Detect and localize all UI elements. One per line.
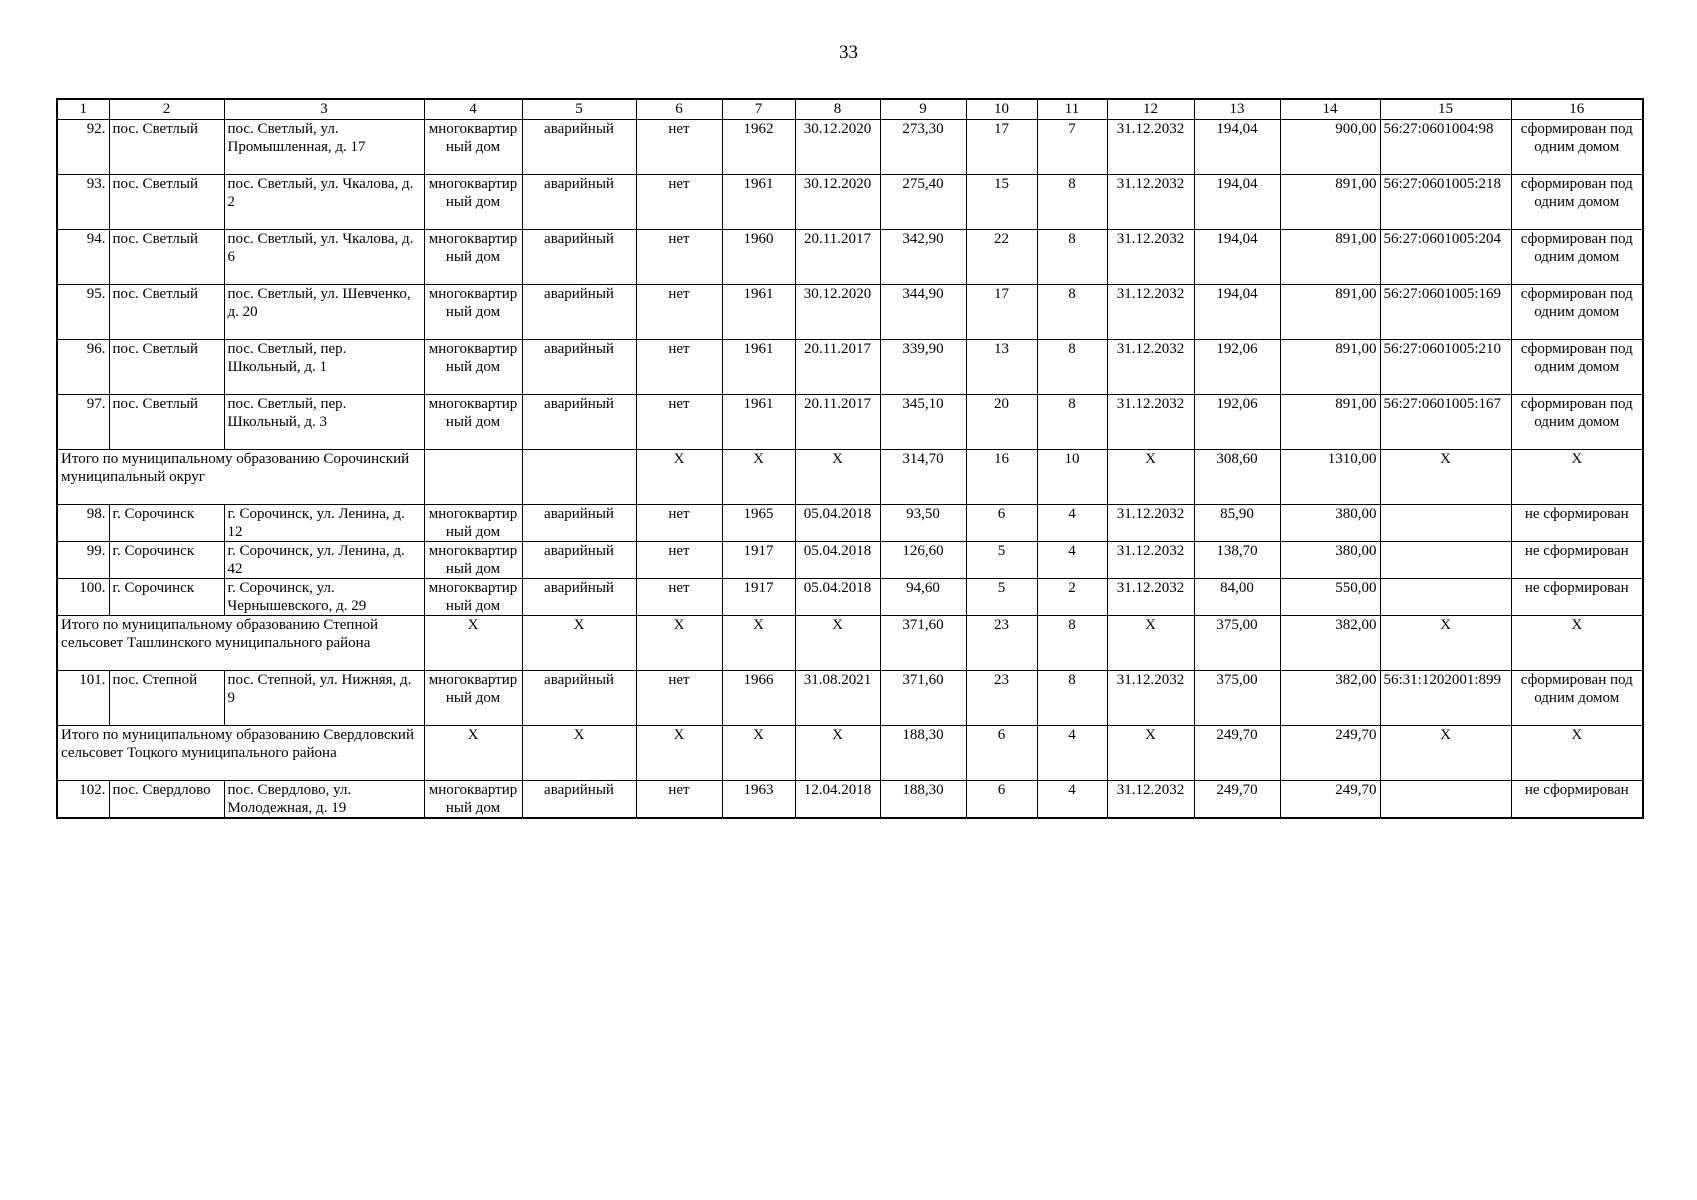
cell-deadline: 31.12.2032: [1107, 781, 1194, 819]
cell-building-type: многоквартирный дом: [424, 579, 522, 616]
cell-apartments: 8: [1037, 175, 1107, 230]
cell-row-number: 99.: [57, 542, 109, 579]
cell-build-year: 1961: [722, 285, 795, 340]
cell-cost: 900,00: [1280, 120, 1380, 175]
cell-row-number: 102.: [57, 781, 109, 819]
cell-building-type: многоквартирный дом: [424, 671, 522, 726]
cell-row-number: 96.: [57, 340, 109, 395]
cell-deadline: 31.12.2032: [1107, 395, 1194, 450]
total-cost: 249,70: [1280, 726, 1380, 781]
total-area-resettle: 308,60: [1194, 450, 1280, 505]
total-apartments: 8: [1037, 616, 1107, 671]
cell-land-status: сформирован под одним домом: [1511, 175, 1643, 230]
cell-cost: 380,00: [1280, 505, 1380, 542]
cell-condition: аварийный: [522, 671, 636, 726]
cell-cadastral-number: [1380, 542, 1511, 579]
total-cadastral-number: X: [1380, 450, 1511, 505]
header-cell-10: 10: [966, 99, 1037, 120]
cell-flag: нет: [636, 579, 722, 616]
cell-land-status: не сформирован: [1511, 579, 1643, 616]
cell-condition: аварийный: [522, 230, 636, 285]
cell-apartments: 8: [1037, 671, 1107, 726]
total-cadastral-number: X: [1380, 616, 1511, 671]
total-build-year: X: [722, 616, 795, 671]
total-row: [57, 726, 1643, 781]
cell-condition: аварийный: [522, 781, 636, 819]
cell-area-resettle: 194,04: [1194, 120, 1280, 175]
cell-area-resettle: 192,06: [1194, 395, 1280, 450]
total-area-resettle: 249,70: [1194, 726, 1280, 781]
cell-flag: нет: [636, 395, 722, 450]
cell-cadastral-number: 56:27:0601004:98: [1380, 120, 1511, 175]
cell-residents: 6: [966, 505, 1037, 542]
cell-apartments: 8: [1037, 395, 1107, 450]
cell-area: 94,60: [880, 579, 966, 616]
cell-cadastral-number: 56:27:0601005:204: [1380, 230, 1511, 285]
cell-area-resettle: 375,00: [1194, 671, 1280, 726]
cell-address: пос. Светлый, пер. Школьный, д. 3: [224, 395, 424, 450]
cell-condition: аварийный: [522, 175, 636, 230]
cell-row-number: 98.: [57, 505, 109, 542]
cell-area: 371,60: [880, 671, 966, 726]
header-cell-6: 6: [636, 99, 722, 120]
cell-building-type: многоквартирный дом: [424, 340, 522, 395]
cell-build-year: 1966: [722, 671, 795, 726]
table-row: [57, 120, 1643, 175]
header-cell-11: 11: [1037, 99, 1107, 120]
cell-flag: нет: [636, 671, 722, 726]
cell-build-year: 1917: [722, 579, 795, 616]
cell-area: 273,30: [880, 120, 966, 175]
cell-recognition-date: 20.11.2017: [795, 230, 880, 285]
header-cell-12: 12: [1107, 99, 1194, 120]
total-flag: X: [636, 616, 722, 671]
cell-row-number: 94.: [57, 230, 109, 285]
cell-settlement: пос. Светлый: [109, 175, 224, 230]
cell-row-number: 101.: [57, 671, 109, 726]
cell-row-number: 95.: [57, 285, 109, 340]
cell-building-type: многоквартирный дом: [424, 395, 522, 450]
total-deadline: X: [1107, 450, 1194, 505]
total-building-type: [424, 450, 522, 505]
cell-residents: 17: [966, 285, 1037, 340]
cell-cadastral-number: [1380, 579, 1511, 616]
cell-flag: нет: [636, 781, 722, 819]
cell-cadastral-number: 56:27:0601005:218: [1380, 175, 1511, 230]
cell-settlement: г. Сорочинск: [109, 542, 224, 579]
cell-area-resettle: 84,00: [1194, 579, 1280, 616]
cell-land-status: сформирован под одним домом: [1511, 120, 1643, 175]
header-cell-15: 15: [1380, 99, 1511, 120]
total-apartments: 10: [1037, 450, 1107, 505]
cell-address: г. Сорочинск, ул. Ленина, д. 12: [224, 505, 424, 542]
cell-build-year: 1961: [722, 395, 795, 450]
cell-deadline: 31.12.2032: [1107, 671, 1194, 726]
cell-cadastral-number: [1380, 781, 1511, 819]
cell-condition: аварийный: [522, 395, 636, 450]
cell-area: 93,50: [880, 505, 966, 542]
cell-recognition-date: 30.12.2020: [795, 175, 880, 230]
total-area: 314,70: [880, 450, 966, 505]
header-cell-7: 7: [722, 99, 795, 120]
header-cell-9: 9: [880, 99, 966, 120]
header-cell-13: 13: [1194, 99, 1280, 120]
cell-building-type: многоквартирный дом: [424, 505, 522, 542]
cell-build-year: 1960: [722, 230, 795, 285]
housing-table: [56, 98, 1644, 819]
cell-residents: 5: [966, 542, 1037, 579]
cell-settlement: пос. Светлый: [109, 395, 224, 450]
cell-cadastral-number: 56:27:0601005:210: [1380, 340, 1511, 395]
header-cell-4: 4: [424, 99, 522, 120]
total-row: [57, 450, 1643, 505]
cell-residents: 13: [966, 340, 1037, 395]
cell-land-status: не сформирован: [1511, 542, 1643, 579]
total-land-status: X: [1511, 616, 1643, 671]
total-condition: X: [522, 726, 636, 781]
cell-area-resettle: 194,04: [1194, 175, 1280, 230]
cell-residents: 15: [966, 175, 1037, 230]
table-row: [57, 781, 1643, 819]
cell-address: г. Сорочинск, ул. Ленина, д. 42: [224, 542, 424, 579]
cell-address: пос. Светлый, ул. Чкалова, д. 6: [224, 230, 424, 285]
header-cell-2: 2: [109, 99, 224, 120]
total-recognition-date: X: [795, 450, 880, 505]
cell-land-status: не сформирован: [1511, 505, 1643, 542]
header-cell-1: 1: [57, 99, 109, 120]
cell-settlement: пос. Светлый: [109, 340, 224, 395]
cell-recognition-date: 05.04.2018: [795, 579, 880, 616]
cell-flag: нет: [636, 340, 722, 395]
cell-residents: 22: [966, 230, 1037, 285]
cell-row-number: 92.: [57, 120, 109, 175]
cell-area-resettle: 249,70: [1194, 781, 1280, 819]
cell-building-type: многоквартирный дом: [424, 230, 522, 285]
cell-flag: нет: [636, 542, 722, 579]
cell-area: 188,30: [880, 781, 966, 819]
cell-apartments: 4: [1037, 542, 1107, 579]
cell-deadline: 31.12.2032: [1107, 230, 1194, 285]
cell-flag: нет: [636, 230, 722, 285]
header-cell-14: 14: [1280, 99, 1380, 120]
total-land-status: X: [1511, 450, 1643, 505]
total-deadline: X: [1107, 726, 1194, 781]
cell-deadline: 31.12.2032: [1107, 285, 1194, 340]
cell-recognition-date: 20.11.2017: [795, 340, 880, 395]
table-row: [57, 579, 1643, 616]
cell-area: 126,60: [880, 542, 966, 579]
cell-settlement: пос. Свердлово: [109, 781, 224, 819]
total-deadline: X: [1107, 616, 1194, 671]
cell-row-number: 97.: [57, 395, 109, 450]
header-cell-5: 5: [522, 99, 636, 120]
cell-row-number: 100.: [57, 579, 109, 616]
cell-recognition-date: 05.04.2018: [795, 505, 880, 542]
cell-row-number: 93.: [57, 175, 109, 230]
total-condition: X: [522, 616, 636, 671]
total-cadastral-number: X: [1380, 726, 1511, 781]
cell-area: 275,40: [880, 175, 966, 230]
total-area: 188,30: [880, 726, 966, 781]
cell-land-status: сформирован под одним домом: [1511, 395, 1643, 450]
table-row: [57, 285, 1643, 340]
cell-address: пос. Светлый, ул. Промышленная, д. 17: [224, 120, 424, 175]
cell-area-resettle: 85,90: [1194, 505, 1280, 542]
cell-land-status: сформирован под одним домом: [1511, 230, 1643, 285]
cell-building-type: многоквартирный дом: [424, 781, 522, 819]
cell-condition: аварийный: [522, 340, 636, 395]
cell-building-type: многоквартирный дом: [424, 542, 522, 579]
total-flag: X: [636, 450, 722, 505]
cell-settlement: пос. Светлый: [109, 285, 224, 340]
table-row: [57, 505, 1643, 542]
cell-settlement: г. Сорочинск: [109, 579, 224, 616]
cell-cadastral-number: [1380, 505, 1511, 542]
cell-area: 339,90: [880, 340, 966, 395]
cell-area: 342,90: [880, 230, 966, 285]
cell-cadastral-number: 56:27:0601005:169: [1380, 285, 1511, 340]
cell-deadline: 31.12.2032: [1107, 542, 1194, 579]
cell-cost: 891,00: [1280, 340, 1380, 395]
table-row: [57, 395, 1643, 450]
cell-area: 344,90: [880, 285, 966, 340]
cell-settlement: пос. Светлый: [109, 230, 224, 285]
total-residents: 16: [966, 450, 1037, 505]
cell-apartments: 2: [1037, 579, 1107, 616]
cell-deadline: 31.12.2032: [1107, 579, 1194, 616]
cell-build-year: 1917: [722, 542, 795, 579]
cell-residents: 6: [966, 781, 1037, 819]
total-cost: 1310,00: [1280, 450, 1380, 505]
cell-cost: 382,00: [1280, 671, 1380, 726]
cell-residents: 20: [966, 395, 1037, 450]
cell-build-year: 1965: [722, 505, 795, 542]
cell-recognition-date: 31.08.2021: [795, 671, 880, 726]
table-row: [57, 542, 1643, 579]
total-build-year: X: [722, 726, 795, 781]
cell-apartments: 8: [1037, 230, 1107, 285]
header-row: [57, 99, 1643, 120]
cell-recognition-date: 12.04.2018: [795, 781, 880, 819]
cell-settlement: пос. Светлый: [109, 120, 224, 175]
cell-cost: 550,00: [1280, 579, 1380, 616]
cell-condition: аварийный: [522, 505, 636, 542]
cell-apartments: 8: [1037, 340, 1107, 395]
total-building-type: X: [424, 616, 522, 671]
cell-flag: нет: [636, 175, 722, 230]
total-land-status: X: [1511, 726, 1643, 781]
cell-land-status: сформирован под одним домом: [1511, 340, 1643, 395]
cell-building-type: многоквартирный дом: [424, 120, 522, 175]
cell-land-status: сформирован под одним домом: [1511, 285, 1643, 340]
cell-build-year: 1962: [722, 120, 795, 175]
header-cell-16: 16: [1511, 99, 1643, 120]
cell-cadastral-number: 56:27:0601005:167: [1380, 395, 1511, 450]
total-row: [57, 616, 1643, 671]
total-area: 371,60: [880, 616, 966, 671]
total-apartments: 4: [1037, 726, 1107, 781]
cell-address: пос. Степной, ул. Нижняя, д. 9: [224, 671, 424, 726]
cell-recognition-date: 05.04.2018: [795, 542, 880, 579]
cell-cost: 380,00: [1280, 542, 1380, 579]
cell-cost: 249,70: [1280, 781, 1380, 819]
cell-address: пос. Светлый, ул. Шевченко, д. 20: [224, 285, 424, 340]
cell-land-status: сформирован под одним домом: [1511, 671, 1643, 726]
cell-cost: 891,00: [1280, 175, 1380, 230]
total-label: Итого по муниципальному образованию Степной сельсовет Ташлинского муниципального района: [57, 616, 424, 671]
cell-apartments: 4: [1037, 781, 1107, 819]
cell-residents: 5: [966, 579, 1037, 616]
cell-recognition-date: 20.11.2017: [795, 395, 880, 450]
total-cost: 382,00: [1280, 616, 1380, 671]
cell-settlement: пос. Степной: [109, 671, 224, 726]
cell-cadastral-number: 56:31:1202001:899: [1380, 671, 1511, 726]
cell-address: г. Сорочинск, ул. Чернышевского, д. 29: [224, 579, 424, 616]
cell-condition: аварийный: [522, 542, 636, 579]
cell-residents: 17: [966, 120, 1037, 175]
table-row: [57, 175, 1643, 230]
cell-condition: аварийный: [522, 285, 636, 340]
cell-deadline: 31.12.2032: [1107, 340, 1194, 395]
total-residents: 6: [966, 726, 1037, 781]
cell-deadline: 31.12.2032: [1107, 175, 1194, 230]
header-cell-8: 8: [795, 99, 880, 120]
cell-condition: аварийный: [522, 579, 636, 616]
total-flag: X: [636, 726, 722, 781]
cell-cost: 891,00: [1280, 395, 1380, 450]
cell-recognition-date: 30.12.2020: [795, 285, 880, 340]
table-row: [57, 340, 1643, 395]
cell-condition: аварийный: [522, 120, 636, 175]
table-row: [57, 671, 1643, 726]
cell-area: 345,10: [880, 395, 966, 450]
cell-deadline: 31.12.2032: [1107, 120, 1194, 175]
cell-cost: 891,00: [1280, 285, 1380, 340]
page-number: 33: [839, 42, 858, 63]
total-condition: [522, 450, 636, 505]
cell-building-type: многоквартирный дом: [424, 285, 522, 340]
cell-build-year: 1961: [722, 340, 795, 395]
cell-deadline: 31.12.2032: [1107, 505, 1194, 542]
cell-area-resettle: 194,04: [1194, 285, 1280, 340]
table-row: [57, 230, 1643, 285]
cell-flag: нет: [636, 285, 722, 340]
cell-address: пос. Свердлово, ул. Молодежная, д. 19: [224, 781, 424, 819]
cell-flag: нет: [636, 505, 722, 542]
cell-recognition-date: 30.12.2020: [795, 120, 880, 175]
cell-address: пос. Светлый, ул. Чкалова, д. 2: [224, 175, 424, 230]
total-label: Итого по муниципальному образованию Свердловский сельсовет Тоцкого муниципального района: [57, 726, 424, 781]
cell-build-year: 1963: [722, 781, 795, 819]
cell-area-resettle: 194,04: [1194, 230, 1280, 285]
cell-residents: 23: [966, 671, 1037, 726]
cell-apartments: 8: [1037, 285, 1107, 340]
total-label: Итого по муниципальному образованию Сорочинский муниципальный округ: [57, 450, 424, 505]
cell-build-year: 1961: [722, 175, 795, 230]
total-build-year: X: [722, 450, 795, 505]
header-cell-3: 3: [224, 99, 424, 120]
cell-address: пос. Светлый, пер. Школьный, д. 1: [224, 340, 424, 395]
total-area-resettle: 375,00: [1194, 616, 1280, 671]
total-building-type: X: [424, 726, 522, 781]
total-recognition-date: X: [795, 726, 880, 781]
cell-cost: 891,00: [1280, 230, 1380, 285]
cell-apartments: 7: [1037, 120, 1107, 175]
cell-area-resettle: 138,70: [1194, 542, 1280, 579]
cell-apartments: 4: [1037, 505, 1107, 542]
cell-land-status: не сформирован: [1511, 781, 1643, 819]
cell-settlement: г. Сорочинск: [109, 505, 224, 542]
cell-flag: нет: [636, 120, 722, 175]
total-residents: 23: [966, 616, 1037, 671]
cell-building-type: многоквартирный дом: [424, 175, 522, 230]
total-recognition-date: X: [795, 616, 880, 671]
cell-area-resettle: 192,06: [1194, 340, 1280, 395]
